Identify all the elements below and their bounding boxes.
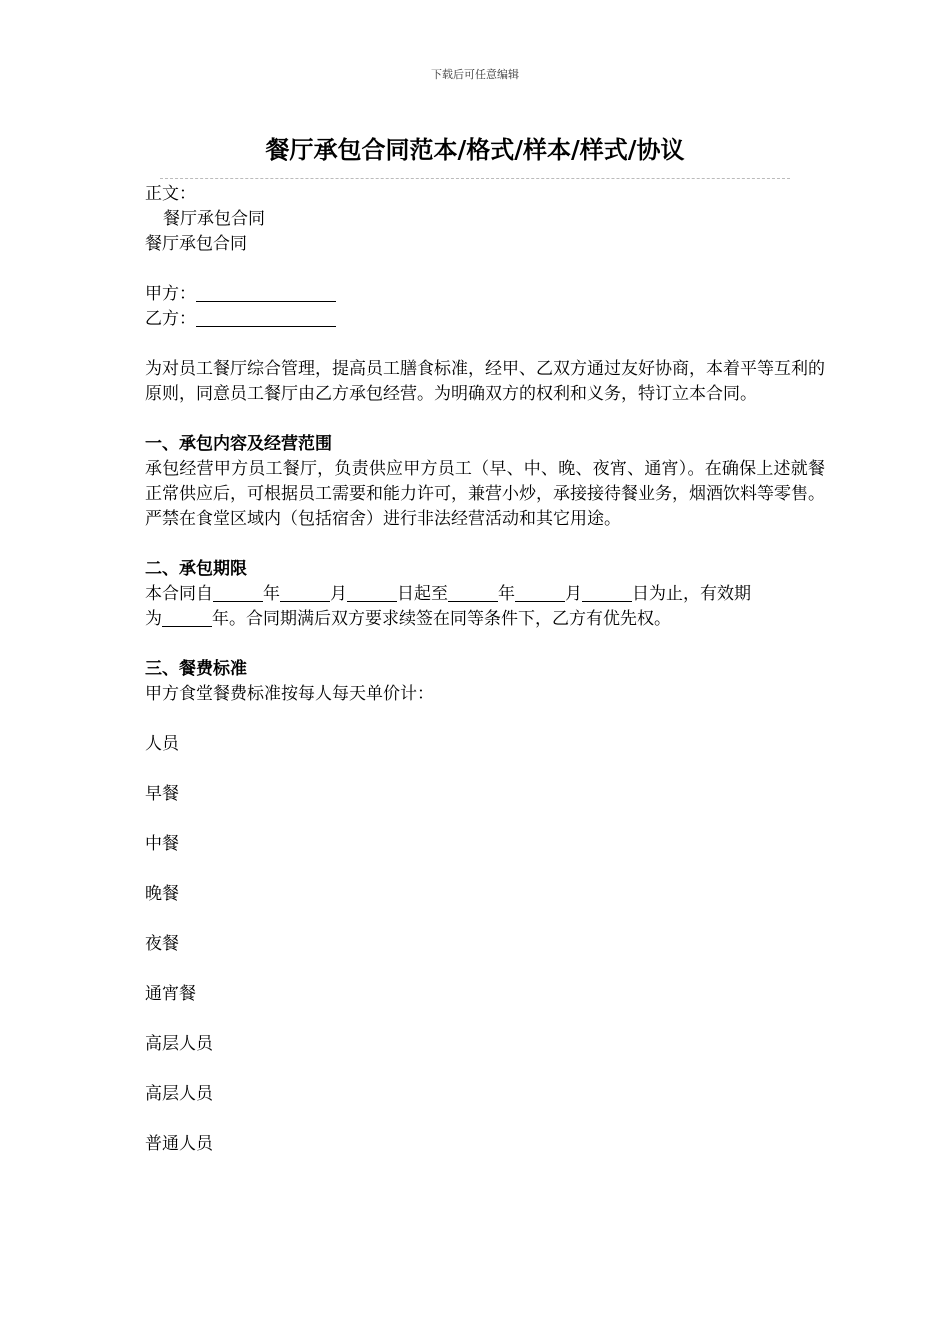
start-day-blank[interactable] (347, 583, 397, 602)
end-day-blank[interactable] (582, 583, 632, 602)
term-text-4: 日起至 (397, 584, 448, 604)
term-text-9: 年。合同期满后双方要求续签在同等条件下，乙方有优先权。 (212, 609, 671, 629)
rate-list-item: 早餐 (145, 784, 179, 804)
spacer (145, 907, 825, 932)
term-text-2: 年 (263, 584, 280, 604)
contract-subtitle: 餐厅承包合同 (145, 234, 247, 254)
term-years-blank[interactable] (162, 608, 212, 627)
spacer (145, 857, 825, 882)
section-2-heading: 二、承包期限 (145, 559, 247, 579)
section-1-heading: 一、承包内容及经营范围 (145, 434, 332, 454)
rate-list-item: 晚餐 (145, 884, 179, 904)
spacer (145, 807, 825, 832)
party-b-line (145, 307, 825, 332)
rate-list-item: 高层人员 (145, 1034, 213, 1054)
party-a-line (145, 282, 825, 307)
title-divider (160, 178, 790, 179)
rate-list-item: 夜餐 (145, 934, 179, 954)
party-b-label: 乙方： (145, 309, 196, 329)
document-title: 餐厅承包合同范本/格式/样本/样式/协议 (265, 135, 685, 164)
end-month-blank[interactable] (515, 583, 565, 602)
section-2-line-2 (145, 607, 825, 632)
spacer (145, 1107, 825, 1132)
spacer (145, 332, 825, 357)
end-year-blank[interactable] (448, 583, 498, 602)
rate-list-item: 通宵餐 (145, 984, 196, 1004)
document-body (145, 182, 825, 1157)
term-text-1: 本合同自 (145, 584, 213, 604)
section-2-line-1 (145, 582, 825, 607)
party-a-label: 甲方： (145, 284, 196, 304)
spacer (145, 407, 825, 432)
spacer (145, 1007, 825, 1032)
spacer (145, 957, 825, 982)
start-year-blank[interactable] (213, 583, 263, 602)
rate-list-item: 人员 (145, 734, 179, 754)
party-a-blank[interactable] (196, 283, 336, 302)
term-text-3: 月 (330, 584, 347, 604)
spacer (145, 632, 825, 657)
term-text-6: 月 (565, 584, 582, 604)
spacer (145, 707, 825, 732)
rate-list-item: 普通人员 (145, 1134, 213, 1154)
spacer (145, 1057, 825, 1082)
rate-list-item: 中餐 (145, 834, 179, 854)
body-label: 正文： (145, 184, 196, 204)
start-month-blank[interactable] (280, 583, 330, 602)
spacer (145, 532, 825, 557)
term-text-8: 为 (145, 609, 162, 629)
spacer (145, 757, 825, 782)
section-3-heading: 三、餐费标准 (145, 659, 247, 679)
term-text-7: 日为止，有效期 (632, 584, 751, 604)
intro-paragraph: 为对员工餐厅综合管理，提高员工膳食标准，经甲、乙双方通过友好协商，本着平等互利的原则，同意员工餐厅由乙方承包经营。为明确双方的权利和义务，特订立本合同。 (145, 359, 825, 404)
page-header: 下载后可任意编辑 (431, 68, 519, 81)
party-b-blank[interactable] (196, 308, 336, 327)
rate-list-item: 高层人员 (145, 1084, 213, 1104)
spacer (145, 257, 825, 282)
section-3-body: 甲方食堂餐费标准按每人每天单价计： (145, 684, 434, 704)
term-text-5: 年 (498, 584, 515, 604)
contract-subtitle-indented: 餐厅承包合同 (163, 209, 265, 229)
section-1-body: 承包经营甲方员工餐厅，负责供应甲方员工（早、中、晚、夜宵、通宵）。在确保上述就餐正常供应后，可根据员工需要和能力许可，兼营小炒，承接接待餐业务，烟酒饮料等零售。严禁在食堂区域内（包括宿舍）进行非法经营活动和其它用途。 (145, 459, 825, 529)
